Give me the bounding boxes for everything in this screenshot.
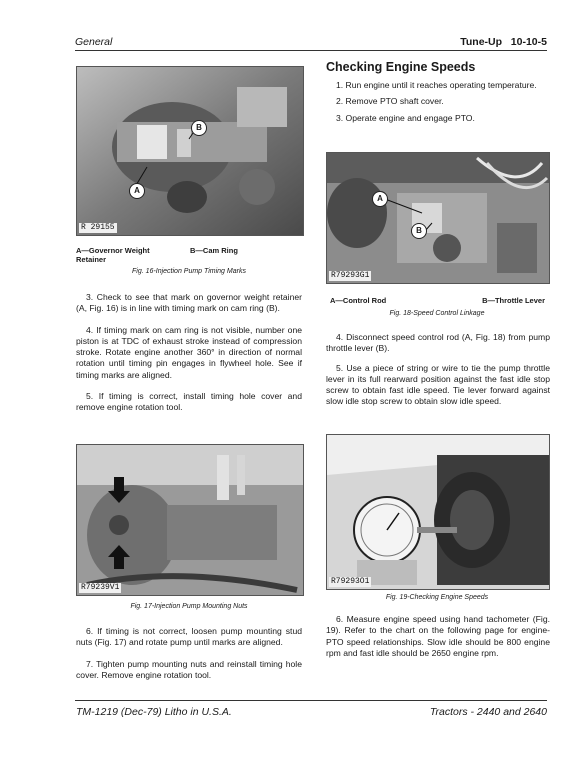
fig19-caption: Fig. 19-Checking Engine Speeds (385, 594, 489, 601)
fig16-legend-b: B—Cam Ring (190, 246, 238, 255)
footer-rule (75, 700, 547, 701)
fig16-photo (76, 66, 304, 236)
right-steps-1-3 (326, 80, 550, 124)
fig17-caption: Fig. 17-Injection Pump Mounting Nuts (130, 603, 248, 610)
fig16-callout-b: B (191, 120, 207, 136)
fig18-photo (326, 152, 550, 284)
footer-left: TM-1219 (Dec-79) Litho in U.S.A. (76, 706, 232, 718)
header-section: General (75, 36, 113, 48)
fig18-legend-b: B—Throttle Lever (482, 296, 545, 305)
step-4-right: 4. Disconnect speed control rod (A, Fig. 18) from pump throttle lever (B). (326, 332, 550, 354)
step-3-right: 3. Operate engine and engage PTO. (336, 112, 475, 123)
fig19-photo (326, 434, 550, 590)
footer-right: Tractors - 2440 and 2640 (429, 706, 547, 718)
section-heading: Checking Engine Speeds (326, 60, 476, 74)
fig16-caption: Fig. 16-Injection Pump Timing Marks (132, 268, 246, 275)
fig19-photo-id: R79293O1 (331, 577, 370, 586)
step-5-right: 5. Use a piece of string or wire to tie the pump throttle lever in its full rearward position against the fast idle stop screw to obtain fast idle speed. Tie lever forward against slow idle stop screw to obtain slow idle speed. (326, 362, 550, 407)
fig18-photo-id: R79293G1 (331, 271, 370, 280)
right-step-6 (326, 614, 550, 659)
fig17-photo-id: R79239V1 (81, 583, 120, 592)
fig18-callout-b: B (411, 223, 427, 239)
step-6-left: 6. If timing is not correct, loosen pump mounting stud nuts (Fig. 17) and rotate pump until marks are aligned. (76, 626, 302, 648)
step-5: 5. If timing is correct, install timing hole cover and remove engine rotation tool. (76, 391, 302, 413)
step-3: 3. Check to see that mark on governor weight retainer (A, Fig. 16) is in line with timing mark on cam ring (B). (76, 292, 302, 314)
fig18-callout-a: A (372, 191, 388, 207)
fig16-photo-id: R 29155 (81, 223, 115, 232)
fig16-callout-a: A (129, 183, 145, 199)
fig17-photo (76, 444, 304, 596)
header-rule (75, 50, 547, 51)
fig18-legend-a: A—Control Rod (330, 296, 387, 305)
header-title-text: Tune-Up (460, 36, 503, 48)
fig18-caption: Fig. 18-Speed Control Linkage (389, 310, 485, 317)
header-title (460, 36, 547, 48)
step-4: 4. If timing mark on cam ring is not visible, number one piston is at TDC of exhaust stroke instead of compression stroke. Rotate engine another 360° in direction of normal rotation until timing pin engages in flywheel hole. See if timing marks are aligned. (76, 324, 302, 380)
step-1: 1. Run engine until it reaches operating temperature. (336, 80, 537, 90)
header-page-number: 10-10-5 (510, 36, 547, 48)
step-7: 7. Tighten pump mounting nuts and reinstall timing hole cover. Remove engine rotation tool. (76, 658, 302, 680)
left-steps-6-7 (76, 626, 302, 681)
right-steps-4-5 (326, 332, 550, 408)
step-2: 2. Remove PTO shaft cover. (336, 96, 444, 107)
left-steps-3-5 (76, 292, 302, 414)
step-6-right: 6. Measure engine speed using hand tachometer (Fig. 19). Refer to the chart on the following page for engine-PTO speed relationships. Slow idle should be 800 engine rpm and fast idle should be 2650 engine rpm. (326, 614, 550, 658)
fig16-legend-a: A—Governor Weight Retainer (76, 246, 150, 264)
